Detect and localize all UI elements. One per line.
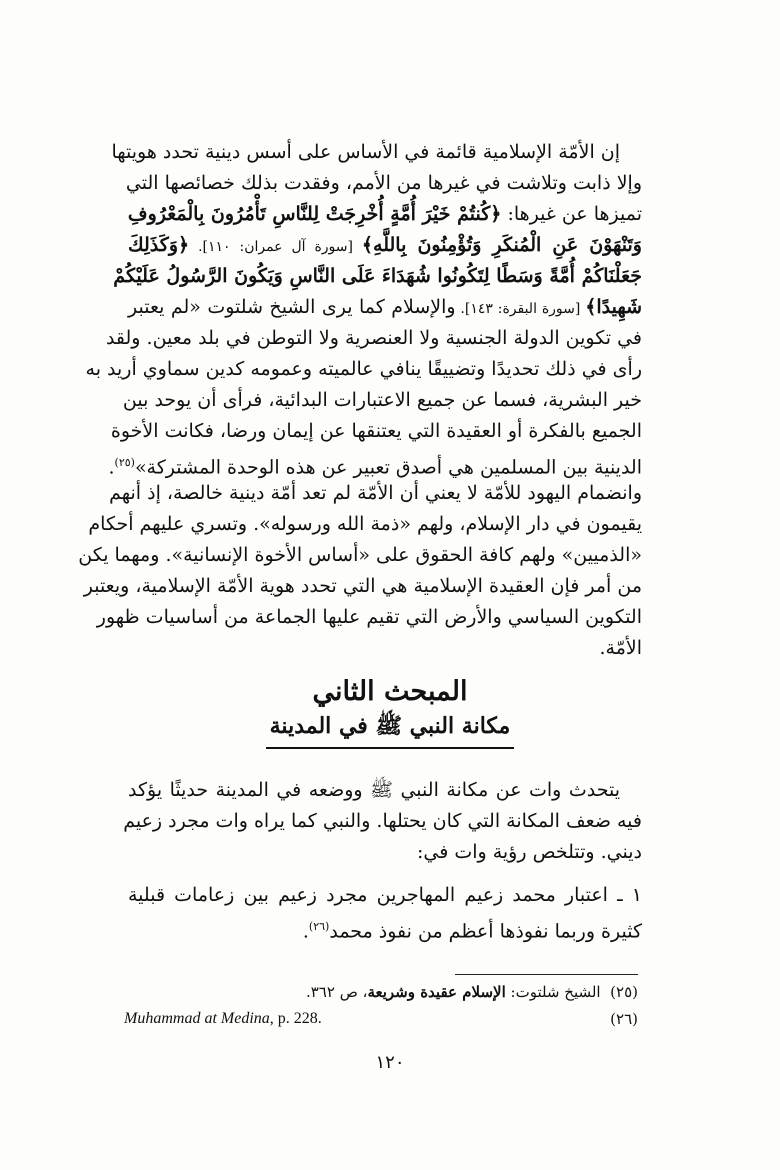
text-fragment: والإسلام كما يرى الشيخ شلتوت «لم يعتبر [128, 296, 456, 318]
text-line: فيه ضعف المكانة التي كان يحتلها. والنبي كما يراه وات مجرد زعيم [123, 810, 642, 832]
section-title: المبحث الثاني [312, 676, 468, 707]
quran-verse: ﴿كُنتُمْ خَيْرَ أُمَّةٍ أُخْرِجَتْ لِلنَّاسِ تَأْمُرُونَ بِالْمَعْرُوفِ [127, 203, 502, 225]
text-line: الجميع بالفكرة أو العقيدة التي يعتنقها عن إيمان ورضا، فكانت الأخوة [110, 420, 642, 442]
footnote-page: , p. 228. [269, 1010, 322, 1027]
footnote-page: ، ص ٣٦٢. [305, 983, 368, 1001]
footnote-marker[interactable]: (٢٦) [308, 920, 330, 933]
footnote-26-number: (٢٦) [610, 1010, 638, 1028]
footnote-book-title: الإسلام عقيدة وشريعة [367, 983, 506, 1001]
text-line [128, 230, 642, 261]
text-line: يتحدث وات عن مكانة النبي ﷺ ووضعه في المدينة حديثًا يؤكد [128, 779, 620, 801]
quran-verse: شَهِيدًا﴾ [585, 296, 642, 318]
text-line: في تكوين الدولة الجنسية ولا العنصرية ولا التوطن في بلد معين. ولقد [105, 327, 642, 349]
text-line: «الذميين» ولهم كافة الحقوق على «أساس الأخوة الإنسانية». ومهما يكن [78, 544, 642, 566]
text-line [128, 292, 642, 323]
footnote-book-title: Muhammad at Medina [124, 1010, 270, 1027]
text-line: وإلا ذابت وتلاشت في غيرها من الأمم، وفقدت بذلك خصائصها التي [125, 172, 642, 194]
text-line [113, 261, 642, 292]
text-line [128, 199, 642, 230]
text-fragment: . [302, 920, 309, 943]
text-line: الأمّة. [599, 637, 642, 659]
footnote-number: (٢٥) [610, 983, 638, 1001]
quran-verse: جَعَلْنَاكُمْ أُمَّةً وَسَطًا لِتَكُونُوا شُهَدَاءَ عَلَى النَّاسِ وَيَكُونَ الرَّسُولُ عَلَيْكُمْ [113, 265, 642, 287]
list-item [128, 880, 642, 942]
second-paragraph [123, 775, 642, 868]
text-line: من أمر فإن العقيدة الإسلامية هي التي تحدد هوية الأمّة الإسلامية، ويعتبر [83, 575, 642, 597]
surah-reference: [سورة البقرة: ١٤٣]. [455, 301, 586, 317]
page-number: ١٢٠ [375, 1052, 405, 1073]
text-fragment: كثيرة وربما نفوذها أعظم من نفوذ محمد [329, 920, 642, 943]
text-fragment: تميزها عن غيرها: [501, 203, 642, 225]
main-paragraph [78, 137, 642, 664]
section-subtitle-text: مكانة النبي ﷺ في المدينة [266, 712, 515, 749]
text-fragment: الدينية بين المسلمين هي أصدق تعبير عن هذه الوحدة المشتركة» [134, 456, 642, 479]
text-line: إن الأمّة الإسلامية قائمة في الأساس على أسس دينية تحدد هويتها [111, 141, 620, 163]
section-subtitle [0, 712, 780, 749]
footnote-26 [124, 1006, 322, 1032]
text-line: التكوين السياسي والأرض التي تقيم عليها الجماعة من أساسيات ظهور [96, 606, 642, 628]
text-line: ديني. وتتلخص رؤية وات في: [416, 841, 642, 863]
footnote-marker[interactable]: (٢٥) [114, 456, 135, 469]
footnote-author: الشيخ شلتوت: [505, 983, 601, 1001]
text-line [128, 911, 642, 942]
text-line: خير البشرية، فسما عن جميع الاعتبارات البدائية، فرأى أن يوحد بين [122, 389, 642, 411]
text-line [108, 447, 642, 479]
text-fragment: . [108, 456, 115, 479]
surah-reference: [سورة آل عمران: ١١٠]. [189, 239, 362, 255]
text-line: يقيمون في دار الإسلام، ولهم «ذمة الله ورسوله». وتسري عليهم أحكام [88, 513, 642, 535]
quran-verse: ﴿وَكَذَلِكَ [128, 234, 190, 256]
footnote-25 [306, 979, 638, 1005]
text-line: رأى في ذلك تحديدًا وتضييقًا ينافي عالميته وعمومه كدين سماوي أريد به [85, 358, 642, 380]
quran-verse: وَتَنْهَوْنَ عَنِ الْمُنكَرِ وَتُؤْمِنُونَ بِاللَّهِ﴾ [361, 234, 642, 256]
text-line: وانضمام اليهود للأمّة لا يعني أن الأمّة لم تعد أمّة دينية خالصة، إذ أنهم [109, 482, 642, 504]
text-line: ١ ـ اعتبار محمد زعيم المهاجرين مجرد زعيم بين زعامات قبلية [128, 884, 642, 906]
footnote-divider [455, 974, 638, 975]
